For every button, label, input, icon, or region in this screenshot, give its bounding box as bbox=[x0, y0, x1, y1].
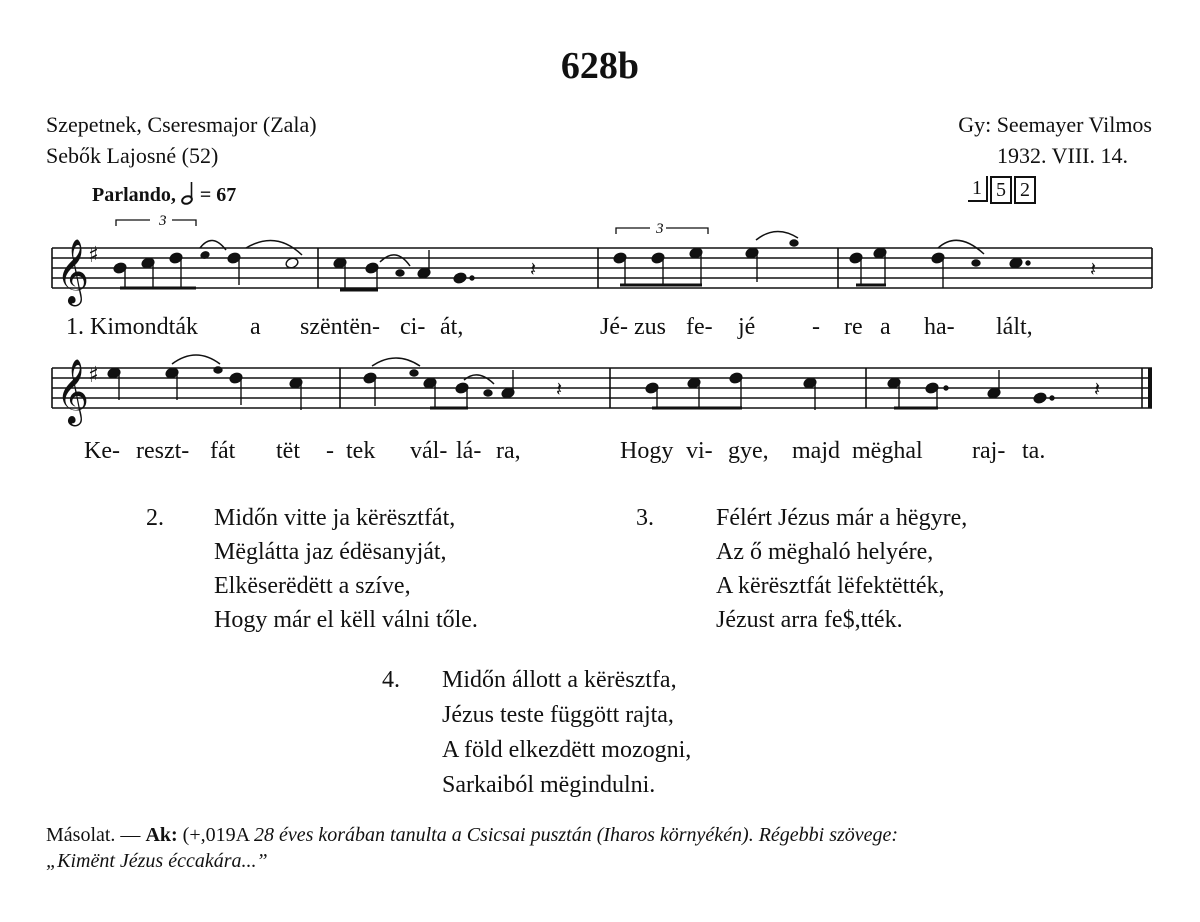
stanza-number: 2. bbox=[146, 505, 164, 531]
lyric-syllable: a bbox=[250, 314, 261, 340]
lyric-syllable: szëntën- bbox=[300, 314, 380, 340]
lyric-syllable: lá- bbox=[456, 438, 482, 464]
collector-text: Gy: Seemayer Vilmos bbox=[958, 112, 1152, 137]
lyric-syllable: - bbox=[326, 438, 334, 464]
music-staff-1 bbox=[0, 210, 1200, 310]
stanza-line: Hogy már el këll válni tőle. bbox=[214, 607, 478, 633]
lyric-syllable: lált, bbox=[996, 314, 1033, 340]
lyric-syllable: - bbox=[812, 314, 820, 340]
lyric-syllable: ra, bbox=[496, 438, 521, 464]
stanza-line: Sarkaiból mëgindulni. bbox=[442, 772, 656, 798]
tempo-label: Parlando, bbox=[92, 184, 176, 206]
lyric-syllable: re bbox=[844, 314, 863, 340]
stanza-number: 4. bbox=[382, 667, 400, 693]
singer-text: Sebők Lajosné (52) bbox=[46, 143, 219, 168]
svg-text:𝄞: 𝄞 bbox=[56, 239, 90, 304]
catalog-digit: 1 bbox=[968, 176, 988, 202]
lyric-syllable: a bbox=[880, 314, 891, 340]
lyric-syllable: át, bbox=[440, 314, 464, 340]
tempo-marking bbox=[92, 181, 236, 211]
lyric-syllable: ta. bbox=[1022, 438, 1046, 464]
page-title: 628b bbox=[560, 45, 640, 87]
stanza-line: Jézus teste függött rajta, bbox=[442, 702, 674, 728]
lyric-syllable: jé bbox=[738, 314, 756, 340]
footnote-ak-label: Ak: bbox=[145, 824, 178, 846]
stanza-line: Elkëserëdëtt a szíve, bbox=[214, 573, 411, 599]
lyric-syllable: fát bbox=[210, 438, 236, 464]
lyric-syllable: Jé- bbox=[600, 314, 628, 340]
svg-text:♯: ♯ bbox=[88, 243, 99, 268]
catalog-digit: 2 bbox=[1014, 176, 1036, 204]
footnote bbox=[46, 822, 1166, 874]
half-note-icon bbox=[181, 181, 195, 211]
lyric-syllable: mëghal bbox=[852, 438, 923, 464]
lyric-syllable: majd bbox=[792, 438, 840, 464]
stanza-line: Midőn állott a kërësztfa, bbox=[442, 667, 677, 693]
footnote-ak-code: (+,019A bbox=[177, 824, 254, 846]
lyric-syllable: reszt- bbox=[136, 438, 190, 464]
lyric-syllable: tek bbox=[346, 438, 376, 464]
stanza-line: Jézust arra fe$,tték. bbox=[716, 607, 903, 633]
catalog-digit: 5 bbox=[990, 176, 1012, 204]
treble-clef-icon bbox=[56, 239, 89, 306]
svg-text:𝄽: 𝄽 bbox=[556, 377, 563, 401]
lyric-syllable: Ke- bbox=[84, 438, 120, 464]
stanza-line: Mëglátta jaz édësanyját, bbox=[214, 539, 447, 565]
treble-clef-icon bbox=[56, 359, 89, 426]
svg-text:♯: ♯ bbox=[88, 363, 99, 388]
stanza-line: A kërësztfát lëfektëtték, bbox=[716, 573, 945, 599]
svg-text:𝄽: 𝄽 bbox=[1094, 377, 1101, 401]
svg-text:𝄽: 𝄽 bbox=[1090, 257, 1097, 281]
footnote-older-text: „Kimënt Jézus éccakára...” bbox=[46, 850, 268, 872]
footnote-prefix: Másolat. — bbox=[46, 824, 146, 846]
lyric-syllable: gye, bbox=[728, 438, 769, 464]
location-text: Szepetnek, Cseresmajor (Zala) bbox=[46, 112, 317, 137]
lyric-syllable: fe- bbox=[686, 314, 713, 340]
stanza-line: Félért Jézus már a hëgyre, bbox=[716, 505, 968, 531]
lyric-syllable: zus bbox=[634, 314, 666, 340]
date-text: 1932. VIII. 14. bbox=[997, 143, 1128, 168]
stanza-line: A föld elkezdëtt mozogni, bbox=[442, 737, 692, 763]
lyric-syllable: 1. Kimondták bbox=[66, 314, 198, 340]
catalog-number-boxes bbox=[968, 176, 1036, 204]
triplet-label: 3 bbox=[656, 221, 664, 237]
lyric-syllable: vál- bbox=[410, 438, 448, 464]
lyric-syllable: ci- bbox=[400, 314, 426, 340]
footnote-ak-text: 28 éves korában tanulta a Csicsai pusztán (Iharos környékén). Régebbi szövege: bbox=[253, 824, 899, 846]
stanza-line: Midőn vitte ja kërësztfát, bbox=[214, 505, 456, 531]
lyric-syllable: ha- bbox=[924, 314, 955, 340]
svg-text:𝄞: 𝄞 bbox=[56, 359, 90, 424]
lyric-syllable: tët bbox=[276, 438, 300, 464]
lyric-syllable: Hogy bbox=[620, 438, 674, 464]
svg-text:𝄽: 𝄽 bbox=[530, 257, 537, 281]
stanza-line: Az ő mëghaló helyére, bbox=[716, 539, 934, 565]
music-staff-2 bbox=[0, 340, 1200, 430]
tempo-bpm: = 67 bbox=[199, 184, 237, 206]
triplet-label: 3 bbox=[159, 213, 167, 229]
lyric-syllable: raj- bbox=[972, 438, 1006, 464]
stanza-number: 3. bbox=[636, 505, 654, 531]
lyric-syllable: vi- bbox=[686, 438, 713, 464]
